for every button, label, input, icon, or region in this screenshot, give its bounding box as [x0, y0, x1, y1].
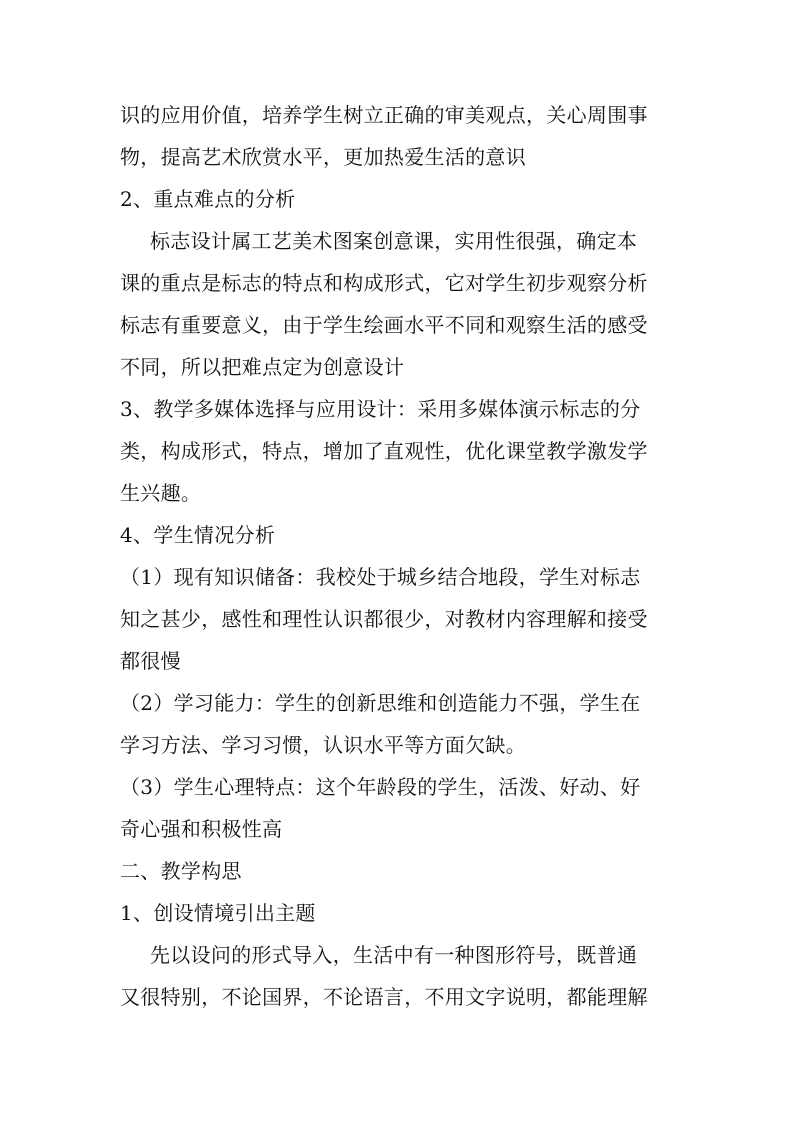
- section-heading: 1、创设情境引出主题: [120, 901, 316, 925]
- text-line: 都很慢: [120, 649, 181, 673]
- list-item: （1）现有知识储备：我校处于城乡结合地段，学生对标志: [120, 565, 641, 589]
- text-line: 课的重点是标志的特点和构成形式，它对学生初步观察分析: [120, 271, 648, 295]
- text-line: 识的应用价值，培养学生树立正确的审美观点，关心周围事: [120, 103, 648, 127]
- text-line: 知之甚少，感性和理性认识都很少，对教材内容理解和接受: [120, 607, 648, 631]
- text-line: 类，构成形式，特点，增加了直观性，优化课堂教学激发学: [120, 439, 648, 463]
- text-line: 标志有重要意义，由于学生绘画水平不同和观察生活的感受: [120, 313, 648, 337]
- section-heading: 4、学生情况分析: [120, 523, 276, 547]
- section-heading: 2、重点难点的分析: [120, 187, 296, 211]
- text-line: 不同，所以把难点定为创意设计: [120, 355, 405, 379]
- list-item: （3）学生心理特点：这个年龄段的学生，活泼、好动、好: [120, 775, 641, 799]
- list-item: （2）学习能力：学生的创新思维和创造能力不强，学生在: [120, 691, 641, 715]
- text-line: 学习方法、学习习惯，认识水平等方面欠缺。: [120, 733, 526, 757]
- paragraph-first-line: 标志设计属工艺美术图案创意课，实用性很强，确定本: [150, 229, 638, 253]
- section-heading: 3、教学多媒体选择与应用设计：采用多媒体演示标志的分: [120, 397, 641, 421]
- text-line: 又很特别，不论国界，不论语言，不用文字说明，都能理解: [120, 985, 648, 1009]
- text-line: 物，提高艺术欣赏水平，更加热爱生活的意识: [120, 145, 526, 169]
- text-line: 生兴趣。: [120, 481, 202, 505]
- text-line: 奇心强和积极性高: [120, 817, 283, 841]
- chapter-heading: 二、教学构思: [120, 859, 242, 883]
- paragraph-first-line: 先以设问的形式导入，生活中有一种图形符号，既普通: [150, 943, 638, 967]
